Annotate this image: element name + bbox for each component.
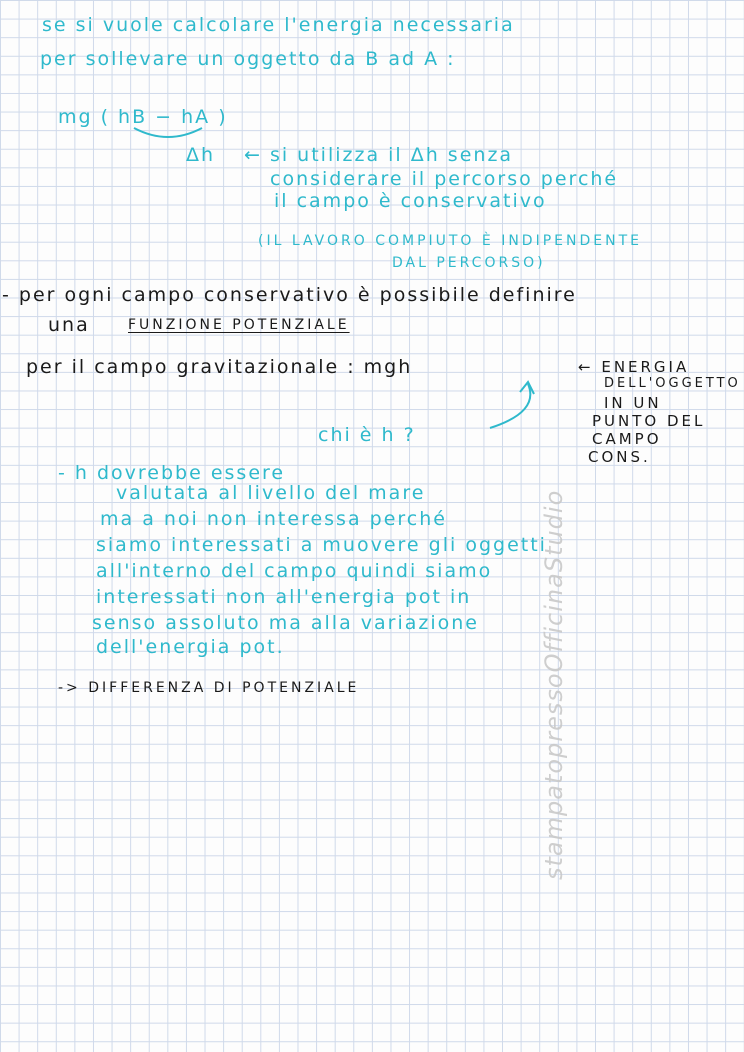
energy-note-1: ← ENERGIA [578, 358, 690, 376]
bullet-conservative: - per ogni campo conservativo è possibile definire [2, 284, 577, 306]
formula: mg ( hB − hA ) [58, 106, 228, 128]
h-line-7: senso assoluto ma alla variazione [92, 612, 479, 634]
conclusion: -> DIFFERENZA DI POTENZIALE [58, 680, 360, 696]
h-line-8: dell'energia pot. [96, 636, 285, 658]
delta-note-2: considerare il percorso perché [270, 168, 619, 190]
intro-line-1: se si vuole calcolare l'energia necessaria [42, 14, 515, 36]
h-line-4: siamo interessati a muovere gli oggetti [96, 534, 547, 556]
delta-note-1: ← si utilizza il Δh senza [244, 144, 514, 166]
energy-note-4: PUNTO DEL [592, 412, 706, 430]
curved-arrow-head [520, 382, 534, 394]
intro-line-2: per sollevare un oggetto da B ad A : [40, 48, 456, 70]
h-line-1: - h dovrebbe essere [58, 462, 286, 484]
h-line-5: all'interno del campo quindi siamo [96, 560, 493, 582]
question: chi è h ? [318, 424, 416, 446]
h-line-6: interessati non all'energia pot in [96, 586, 472, 608]
bullet-una: una [48, 314, 90, 336]
delta-h-label: Δh [186, 144, 216, 166]
watermark: stampatopressoOfficinaStudio [540, 489, 568, 880]
paren-note-1: (IL LAVORO COMPIUTO È INDIPENDENTE [258, 233, 642, 249]
gravity-line: per il campo gravitazionale : mgh [26, 356, 413, 378]
energy-note-5: CAMPO [592, 430, 662, 448]
energy-note-2: DELL'OGGETTO [604, 376, 741, 391]
energy-note-6: CONS. [588, 448, 651, 466]
energy-note-3: IN UN [604, 394, 662, 412]
h-line-2: valutata al livello del mare [116, 482, 426, 504]
delta-note-3: il campo è conservativo [274, 190, 547, 212]
paren-note-2: DAL PERCORSO) [392, 255, 546, 271]
curved-arrow-mark [490, 384, 530, 428]
h-line-3: ma a noi non interessa perché [100, 508, 447, 530]
term-funzione-potenziale: FUNZIONE POTENZIALE [128, 317, 350, 333]
underbrace-mark [134, 128, 202, 137]
